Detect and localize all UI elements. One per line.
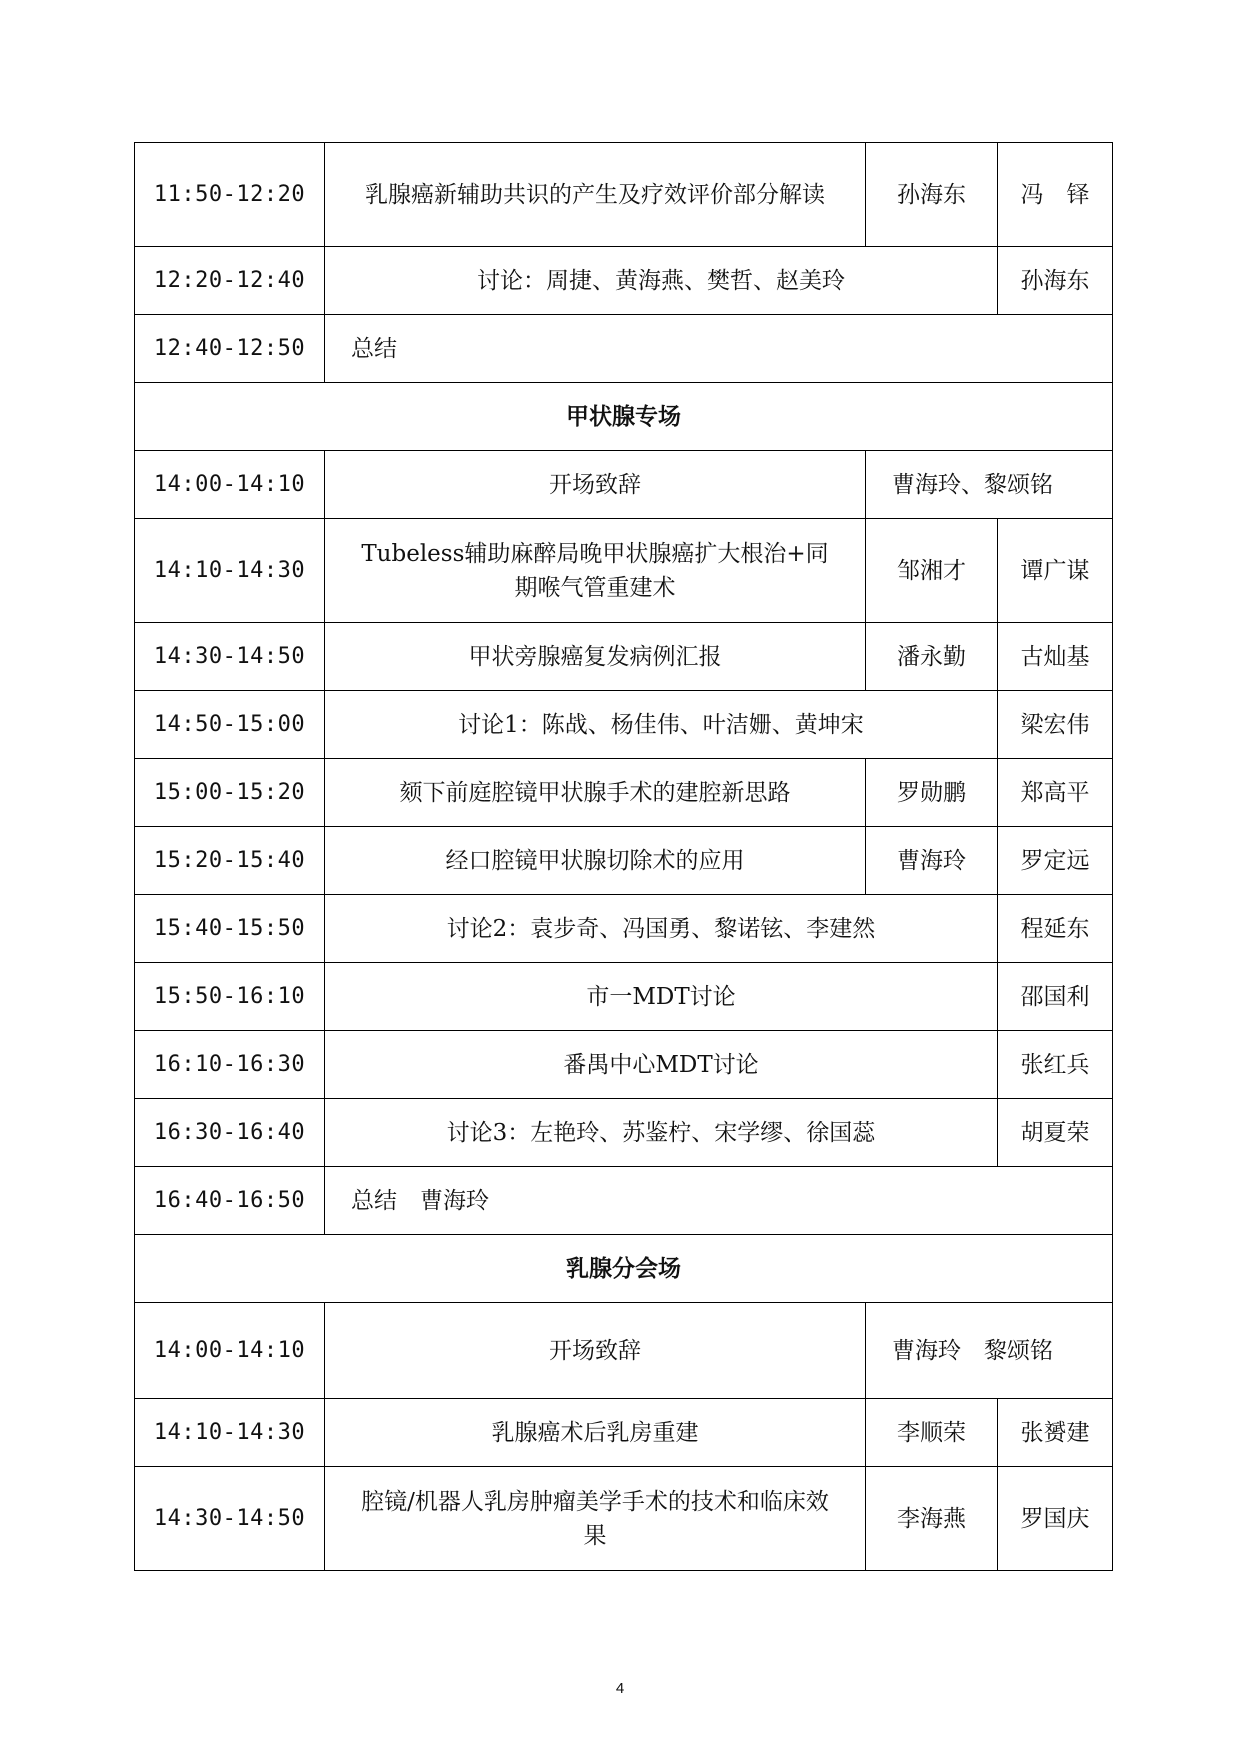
topic-cell: 腔镜/机器人乳房肿瘤美学手术的技术和临床效果 xyxy=(325,1467,866,1571)
time-cell: 15:40-15:50 xyxy=(135,895,325,963)
table-row xyxy=(135,895,1113,963)
host-cell: 谭广谋 xyxy=(998,519,1113,623)
time-cell: 14:30-14:50 xyxy=(135,623,325,691)
speaker-cell: 曹海玲、黎颂铭 xyxy=(866,451,1113,519)
time-cell: 14:00-14:10 xyxy=(135,1303,325,1399)
section-title: 甲状腺专场 xyxy=(135,383,1113,451)
time-cell: 16:10-16:30 xyxy=(135,1031,325,1099)
section-title: 乳腺分会场 xyxy=(135,1235,1113,1303)
topic-cell: Tubeless辅助麻醉局晚甲状腺癌扩大根治+同期喉气管重建术 xyxy=(325,519,866,623)
topic-cell: 讨论3：左艳玲、苏鉴柠、宋学缪、徐国蕊 xyxy=(325,1099,998,1167)
time-cell: 15:00-15:20 xyxy=(135,759,325,827)
time-cell: 15:20-15:40 xyxy=(135,827,325,895)
topic-cell: 讨论1：陈战、杨佳伟、叶洁姗、黄坤宋 xyxy=(325,691,998,759)
time-cell: 16:30-16:40 xyxy=(135,1099,325,1167)
table-row xyxy=(135,1467,1113,1571)
topic-cell: 乳腺癌术后乳房重建 xyxy=(325,1399,866,1467)
speaker-cell: 曹海玲 黎颂铭 xyxy=(866,1303,1113,1399)
topic-cell: 乳腺癌新辅助共识的产生及疗效评价部分解读 xyxy=(325,143,866,247)
host-cell: 郑高平 xyxy=(998,759,1113,827)
table-row xyxy=(135,691,1113,759)
host-cell: 张红兵 xyxy=(998,1031,1113,1099)
host-cell: 冯 铎 xyxy=(998,143,1113,247)
topic-cell: 颏下前庭腔镜甲状腺手术的建腔新思路 xyxy=(325,759,866,827)
topic-cell: 经口腔镜甲状腺切除术的应用 xyxy=(325,827,866,895)
table-row xyxy=(135,1031,1113,1099)
topic-cell: 讨论：周捷、黄海燕、樊哲、赵美玲 xyxy=(325,247,998,315)
topic-cell: 总结 曹海玲 xyxy=(325,1167,1113,1235)
time-cell: 14:10-14:30 xyxy=(135,519,325,623)
table-row xyxy=(135,451,1113,519)
host-cell: 邵国利 xyxy=(998,963,1113,1031)
time-cell: 12:20-12:40 xyxy=(135,247,325,315)
host-cell: 程延东 xyxy=(998,895,1113,963)
table-row xyxy=(135,1167,1113,1235)
topic-cell: 开场致辞 xyxy=(325,451,866,519)
time-cell: 14:50-15:00 xyxy=(135,691,325,759)
topic-cell: 番禺中心MDT讨论 xyxy=(325,1031,998,1099)
time-cell: 15:50-16:10 xyxy=(135,963,325,1031)
table-row xyxy=(135,247,1113,315)
host-cell: 罗定远 xyxy=(998,827,1113,895)
table-row xyxy=(135,1099,1113,1167)
topic-cell: 甲状旁腺癌复发病例汇报 xyxy=(325,623,866,691)
topic-cell: 总结 xyxy=(325,315,1113,383)
time-cell: 14:30-14:50 xyxy=(135,1467,325,1571)
time-cell: 16:40-16:50 xyxy=(135,1167,325,1235)
speaker-cell: 潘永勤 xyxy=(866,623,998,691)
schedule-table xyxy=(134,142,1113,1571)
speaker-cell: 孙海东 xyxy=(866,143,998,247)
host-cell: 孙海东 xyxy=(998,247,1113,315)
time-cell: 12:40-12:50 xyxy=(135,315,325,383)
speaker-cell: 曹海玲 xyxy=(866,827,998,895)
table-row xyxy=(135,143,1113,247)
speaker-cell: 李顺荣 xyxy=(866,1399,998,1467)
section-row xyxy=(135,1235,1113,1303)
topic-cell: 讨论2：袁步奇、冯国勇、黎诺铉、李建然 xyxy=(325,895,998,963)
speaker-cell: 邹湘才 xyxy=(866,519,998,623)
table-row xyxy=(135,623,1113,691)
speaker-cell: 李海燕 xyxy=(866,1467,998,1571)
table-row xyxy=(135,519,1113,623)
time-cell: 14:10-14:30 xyxy=(135,1399,325,1467)
speaker-cell: 罗勋鹏 xyxy=(866,759,998,827)
topic-cell: 开场致辞 xyxy=(325,1303,866,1399)
table-row xyxy=(135,1399,1113,1467)
host-cell: 胡夏荣 xyxy=(998,1099,1113,1167)
host-cell: 梁宏伟 xyxy=(998,691,1113,759)
page-number: 4 xyxy=(615,1680,625,1697)
table-row xyxy=(135,315,1113,383)
host-cell: 罗国庆 xyxy=(998,1467,1113,1571)
topic-cell: 市一MDT讨论 xyxy=(325,963,998,1031)
host-cell: 古灿基 xyxy=(998,623,1113,691)
time-cell: 14:00-14:10 xyxy=(135,451,325,519)
table-row xyxy=(135,759,1113,827)
section-row xyxy=(135,383,1113,451)
time-cell: 11:50-12:20 xyxy=(135,143,325,247)
table-row xyxy=(135,963,1113,1031)
host-cell: 张赟建 xyxy=(998,1399,1113,1467)
table-row xyxy=(135,827,1113,895)
table-row xyxy=(135,1303,1113,1399)
